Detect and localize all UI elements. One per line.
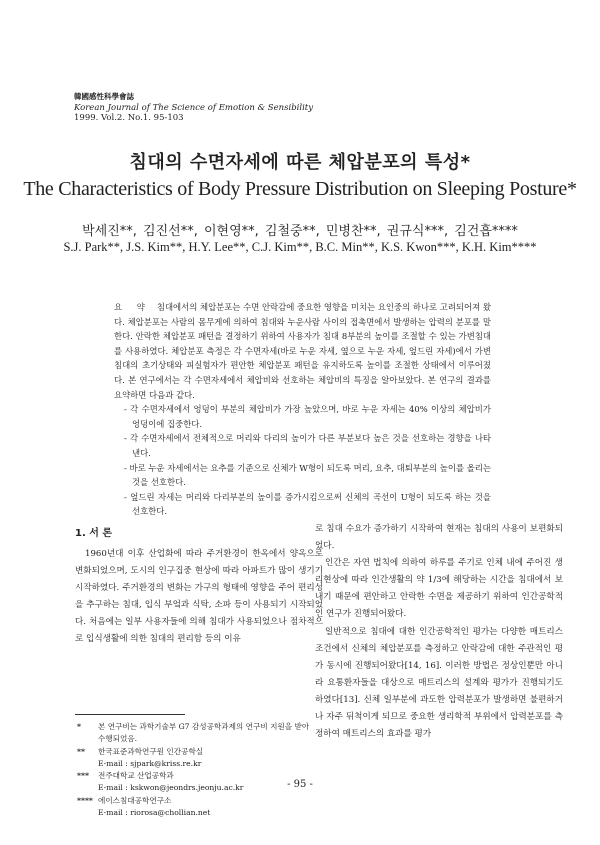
footnote <box>77 721 317 746</box>
abstract <box>114 300 491 519</box>
body-paragraph: 1960년대 이후 산업화에 따라 주거환경이 한옥에서 양옥으로 변화되었으며, 도시의 인구집중 현상에 따라 아파트가 많이 생기기 시작하였다. 주거환경의 변화는 가구의 형태에 영향을 주어 편리성을 추구하는 침대, 입식 부엌과 식탁, 소파 등이 사용되기 시작되었다. 처음에는 일부 사용자들에 의해 침대가 사용되었으나 점차적으로 입식생활에 의한 침대의 편리함 등의 이유 <box>75 549 323 645</box>
footnote-mark: ** <box>77 746 85 756</box>
footnote-mark: **** <box>77 795 93 805</box>
journal-name-english: Korean Journal of The Science of Emotion & Sensibility <box>74 102 314 113</box>
body-paragraph: 일반적으로 침대에 대한 인간공학적인 평가는 다양한 매트리스 조건에서 신체의 체압분포를 측정하고 안락감에 대한 주관적인 평가 동시에 진행되어왔다[14, 16]. 이러한 방법은 정상인뿐만 아니라 요통환자들을 대상으로 매트리스의 설계와 평가가 진행되기도 하였다[13]. 신체 일부분에 과도한 압력분포가 발생하면 불편하거나 자주 뒤척이게 되므로 중요한 생리학적 부위에서 압력분포를 측정하여 매트리스의 효과를 평가 <box>315 626 563 740</box>
footnotes <box>77 721 317 819</box>
right-column <box>315 521 563 743</box>
footnote-text: 전주대학교 산업공학과 <box>98 771 174 781</box>
journal-header <box>74 92 313 124</box>
footnote-email: E-mail : kskwon@jeondrs.jeonju.ac.kr <box>98 783 244 793</box>
authors-english: S.J. Park**, J.S. Kim**, H.Y. Lee**, C.J. Kim**, B.C. Min**, K.S. Kwon***, K.H. Kim**** <box>63 240 537 254</box>
title-korean: 침대의 수면자세에 따른 체압분포의 특성* <box>129 152 471 173</box>
footnote-text: 본 연구비는 과학기술부 G7 감성공학과제의 연구비 지원을 받아 수행되었음. <box>98 722 310 744</box>
footnote-mark: * <box>77 722 81 731</box>
abstract-result-item: - 각 수면자세에서 엉덩이 부분의 체압비가 가장 높았으며, 바로 누운 자세는 40% 이상의 체압비가 엉덩이에 집중한다. <box>124 404 491 429</box>
authors-korean: 박세진**, 김진선**, 이현영**, 김철중**, 민병찬**, 권규식***, 김건흡**** <box>82 224 518 239</box>
footnote <box>77 795 317 807</box>
section-heading-introduction: 1. 서 론 <box>75 528 113 539</box>
footnote-email: E-mail : sjpark@kriss.re.kr <box>98 758 202 768</box>
page-number: - 95 - <box>287 779 313 790</box>
body-paragraph: 로 침대 수요가 증가하기 시작하여 현재는 침대의 사용이 보편화되었다. <box>315 524 563 552</box>
footnote-text: 한국표준과학연구원 인간공학실 <box>98 746 204 756</box>
journal-name-korean: 韓國感性科學會誌 <box>74 92 134 101</box>
abstract-results <box>114 402 491 519</box>
footnote-mark: *** <box>77 771 89 781</box>
footnote-email: E-mail : riorosa@chollian.net <box>98 808 211 818</box>
abstract-result-item: - 바로 누운 자세에서는 요추를 기준으로 신체가 W형이 되도록 머리, 요추, 대퇴부분의 높이를 올리는 것을 선호한다. <box>124 462 491 488</box>
abstract-result-item: - 각 수면자세에서 전체적으로 머리와 다리의 높이가 다른 부분보다 높은 것을 선호하는 경향을 나타낸다. <box>124 433 491 458</box>
footnote-divider <box>75 714 185 715</box>
left-column <box>75 526 323 649</box>
abstract-label: 요 약 <box>114 302 151 312</box>
footnote <box>77 746 317 758</box>
abstract-body: 침대에서의 체압분포는 수면 안락감에 중요한 영향을 미치는 요인중의 하나로 고려되어져 왔다. 체압분포는 사람의 몸무게에 의하여 침대와 누운사람 사이의 접촉면에서 발생하는 압력의 분포를 말한다. 안락한 체압분포 패턴을 결정하기 위하여 사용자가 침대 8부분의 높이를 조절할 수 있는 가변침대를 사용하였다. 체압분포 측정은 각 수면자세(바로 누운 자세, 옆으로 누운 자세, 엎드린 자세)에서 가변침대의 초기상태와 피실험자가 편안한 체압분포 패턴을 유지하도록 높이를 조절한 상태에서 이루어졌다. 본 연구에서는 각 수면자세에서 체압비와 선호하는 체압비의 특징을 알아보았다. 본 연구의 결과를 요약하면 다음과 같다. <box>114 302 491 400</box>
abstract-result-item: - 엎드린 자세는 머리와 다리부분의 높이를 증가시킴으로써 신체의 곡선이 U형이 되도록 하는 것을 선호한다. <box>124 491 491 517</box>
title-english: The Characteristics of Body Pressure Distribution on Sleeping Posture* <box>23 178 577 200</box>
abstract-paragraph <box>114 300 491 402</box>
footnote-text: 에이스침대공학연구소 <box>98 795 172 805</box>
body-paragraph: 인간은 자연 법칙에 의하여 하루를 주기로 인체 내에 주어진 생리현상에 따라 인간생활의 약 1/3에 해당하는 시간을 침대에서 보내기 때문에 편안하고 안락한 수면을 제공하기 위하여 인간공학적인 연구가 진행되어왔다. <box>315 558 563 620</box>
journal-issue: 1999. Vol.2. No.1. 95-103 <box>74 113 184 123</box>
